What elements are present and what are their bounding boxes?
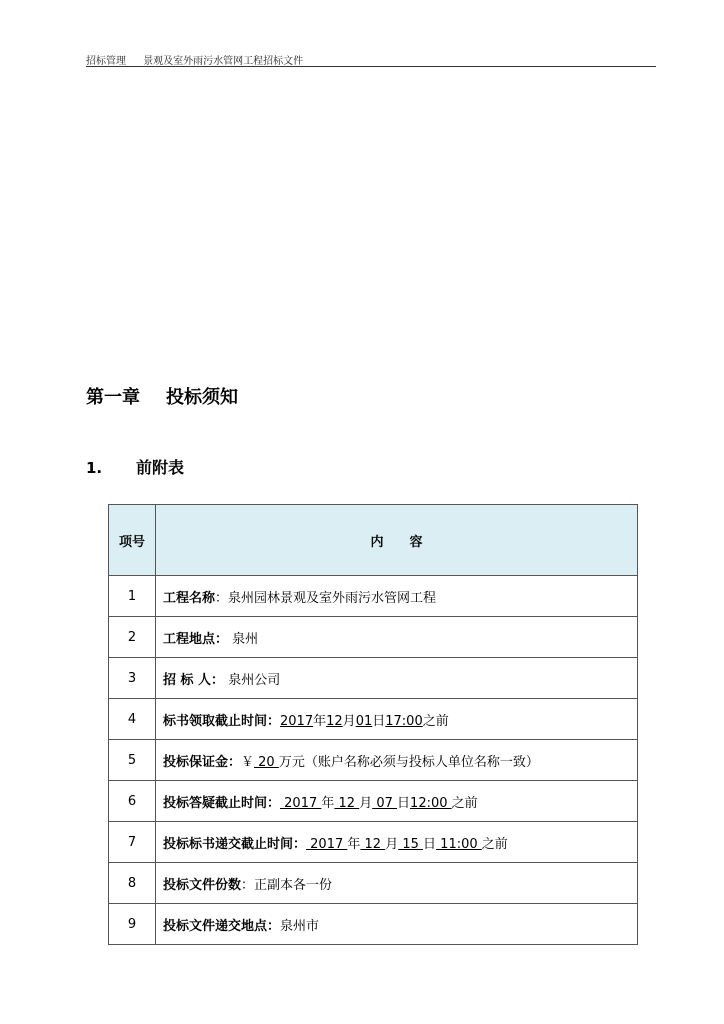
header-index-cell: 项号 [109,505,156,576]
deadline-suffix: 之前 [422,713,449,729]
chapter-title: 投标须知 [166,387,238,408]
row-index: 8 [109,863,156,904]
row-label: 投标文件份数 [163,877,242,893]
year-unit: 年 [313,713,327,729]
day-unit: 日 [372,713,386,729]
day-unit: 日 [397,795,411,811]
table-row [109,822,638,863]
deadline-month: 12 [326,713,343,729]
table-row [109,658,638,699]
row-index: 3 [109,658,156,699]
chapter-number: 第一章 [86,387,140,408]
deadline-day: 07 [372,795,398,811]
row-index: 6 [109,781,156,822]
row-content [156,617,638,658]
row-label: 投标文件递交地点： [163,918,281,934]
table-row [109,904,638,945]
header-document-name: 景观及室外雨污水管网工程招标文件 [143,56,304,67]
deadline-suffix: 之前 [481,836,508,852]
section-number: 1. [86,459,103,477]
table-row [109,863,638,904]
deadline-suffix: 之前 [451,795,478,811]
row-content [156,904,638,945]
deadline-month: 12 [360,836,386,852]
row-index: 1 [109,576,156,617]
currency-sign: ￥ [241,754,255,770]
section-heading [86,455,184,478]
section-title: 前附表 [136,458,185,477]
month-unit: 月 [385,836,399,852]
deadline-day: 01 [355,713,373,729]
row-value: 泉州公司 [228,672,281,688]
row-value: 正副本各一份 [254,877,333,893]
row-content [156,822,638,863]
deposit-amount: 20 [254,754,279,770]
row-label: 招 标 人： [163,672,225,688]
row-value: 泉州园林景观及室外雨污水管网工程 [228,590,437,606]
month-unit: 月 [359,795,373,811]
row-content [156,699,638,740]
chapter-heading [86,383,238,409]
row-index: 9 [109,904,156,945]
row-index: 4 [109,699,156,740]
month-unit: 月 [342,713,356,729]
deadline-time: 12:00 [410,795,452,811]
row-content [156,863,638,904]
row-content [156,740,638,781]
row-index: 7 [109,822,156,863]
deadline-month: 12 [334,795,360,811]
row-label: 工程名称 [163,590,216,606]
table-row [109,740,638,781]
table-row [109,699,638,740]
row-index: 5 [109,740,156,781]
row-label: 投标保证金： [163,754,242,770]
deposit-note: 万元（账户名称必须与投标人单位名称一致） [278,754,539,770]
row-content [156,781,638,822]
deadline-day: 15 [398,836,424,852]
table-header-row [109,505,638,576]
day-unit: 日 [423,836,437,852]
deadline-year: 2017 [280,795,322,811]
deadline-year: 2017 [280,713,314,729]
year-unit: 年 [321,795,335,811]
page-header [86,52,656,67]
header-section-name: 招标管理 [86,56,126,67]
row-label: 工程地点： [163,631,229,647]
year-unit: 年 [347,836,361,852]
row-index: 2 [109,617,156,658]
deadline-year: 2017 [306,836,348,852]
row-value: 泉州市 [280,918,320,934]
deadline-time: 11:00 [436,836,482,852]
row-content [156,658,638,699]
row-label: 投标答疑截止时间： [163,795,281,811]
deadline-time: 17:00 [385,713,423,729]
table-row [109,576,638,617]
table-row [109,617,638,658]
front-attachment-table [108,504,638,945]
row-separator: ： [241,877,255,893]
row-label: 标书领取截止时间： [163,713,281,729]
header-content-cell: 内 容 [156,505,638,576]
row-value: 泉州 [232,631,259,647]
table-row [109,781,638,822]
row-separator: ： [215,590,229,606]
row-content [156,576,638,617]
row-label: 投标标书递交截止时间： [163,836,307,852]
